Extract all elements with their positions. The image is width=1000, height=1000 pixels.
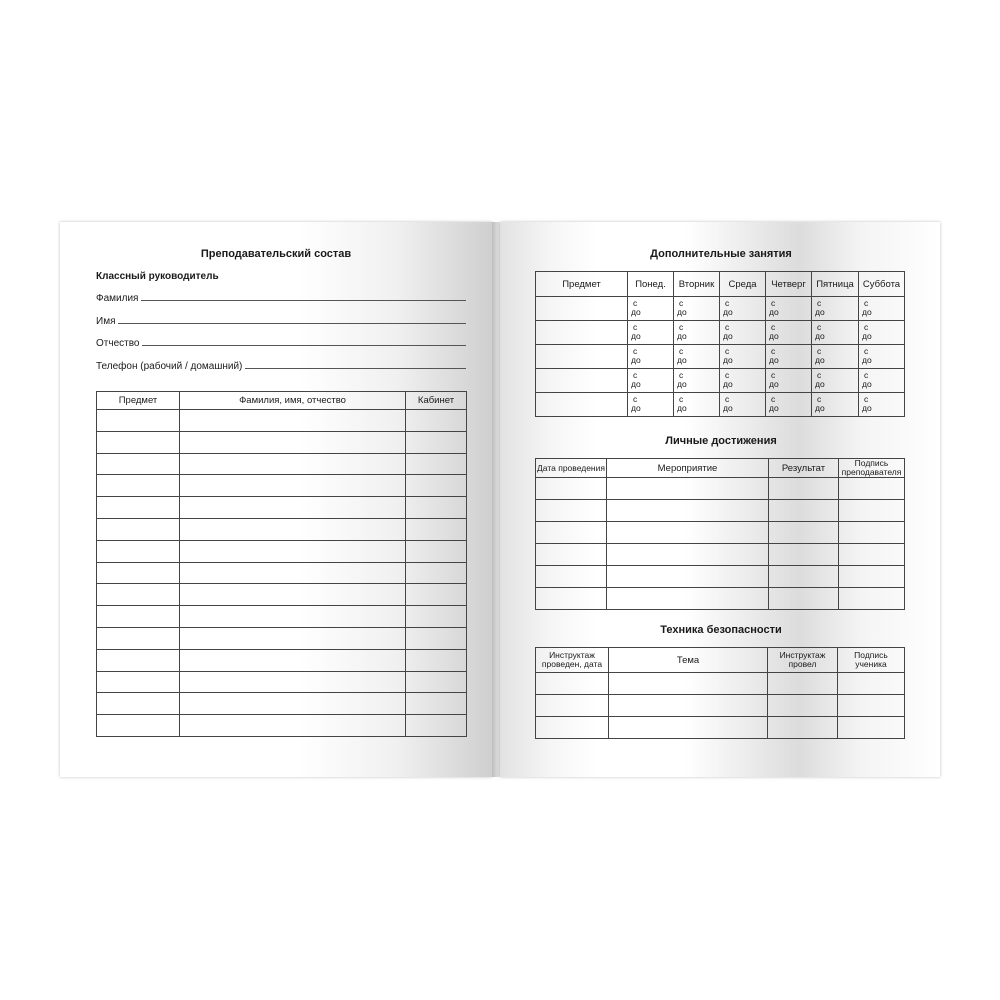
teachers-table bbox=[96, 391, 467, 737]
header-tuesday: Вторник bbox=[674, 272, 720, 297]
extra-classes-row bbox=[536, 345, 905, 369]
time-to-label: до bbox=[677, 331, 687, 341]
teachers-table-row bbox=[97, 584, 467, 606]
time-from-label: с bbox=[679, 394, 684, 404]
achievements-table-cell[interactable] bbox=[839, 588, 905, 610]
time-from-label: с bbox=[771, 322, 776, 332]
teachers-table-row bbox=[97, 431, 467, 453]
time-to-label: до bbox=[631, 355, 641, 365]
teachers-table-cell[interactable] bbox=[97, 671, 180, 693]
achievements-table-row bbox=[536, 588, 905, 610]
time-to-label: до bbox=[769, 331, 779, 341]
time-to-label: до bbox=[631, 307, 641, 317]
safety-table-row bbox=[536, 673, 905, 695]
extra-subject-cell[interactable] bbox=[536, 321, 628, 345]
achievements-table-cell[interactable] bbox=[536, 588, 607, 610]
time-slot-cell[interactable] bbox=[720, 321, 766, 345]
time-slot-cell[interactable] bbox=[766, 345, 812, 369]
teachers-table-cell[interactable] bbox=[180, 671, 406, 693]
time-from-label: с bbox=[725, 298, 730, 308]
teachers-table-cell[interactable] bbox=[406, 627, 467, 649]
time-from-label: с bbox=[633, 298, 638, 308]
achievements-table-cell[interactable] bbox=[769, 544, 839, 566]
time-slot-cell[interactable] bbox=[766, 297, 812, 321]
time-to-label: до bbox=[631, 379, 641, 389]
teachers-table-row bbox=[97, 627, 467, 649]
teachers-table-cell[interactable] bbox=[97, 540, 180, 562]
time-from-label: с bbox=[771, 370, 776, 380]
extra-classes-row bbox=[536, 297, 905, 321]
header-subject: Предмет bbox=[97, 392, 180, 410]
safety-table-cell[interactable] bbox=[768, 695, 838, 717]
teachers-table-cell[interactable] bbox=[97, 562, 180, 584]
time-from-label: с bbox=[864, 394, 869, 404]
time-slot-cell[interactable] bbox=[628, 345, 674, 369]
teachers-table-cell[interactable] bbox=[406, 475, 467, 497]
time-from-label: с bbox=[633, 346, 638, 356]
time-from-label: с bbox=[633, 394, 638, 404]
achievements-table-cell[interactable] bbox=[607, 544, 769, 566]
time-to-label: до bbox=[677, 379, 687, 389]
left-page bbox=[60, 222, 492, 777]
achievements-table-cell[interactable] bbox=[607, 566, 769, 588]
safety-table-cell[interactable] bbox=[609, 717, 768, 739]
teachers-table-row bbox=[97, 671, 467, 693]
time-from-label: с bbox=[679, 370, 684, 380]
time-from-label: с bbox=[679, 346, 684, 356]
achievements-table-cell[interactable] bbox=[607, 478, 769, 500]
time-to-label: до bbox=[862, 331, 872, 341]
time-slot-cell[interactable] bbox=[628, 393, 674, 417]
teachers-table-row bbox=[97, 475, 467, 497]
time-slot-cell[interactable] bbox=[628, 297, 674, 321]
header-event: Мероприятие bbox=[607, 459, 769, 478]
teachers-table-cell[interactable] bbox=[180, 540, 406, 562]
surname-field[interactable] bbox=[96, 290, 466, 304]
header-topic: Тема bbox=[609, 648, 768, 673]
achievements-table-row bbox=[536, 544, 905, 566]
extra-subject-cell[interactable] bbox=[536, 369, 628, 393]
time-to-label: до bbox=[769, 403, 779, 413]
teachers-table-row bbox=[97, 453, 467, 475]
time-from-label: с bbox=[864, 346, 869, 356]
achievements-table-cell[interactable] bbox=[607, 588, 769, 610]
teachers-table-row bbox=[97, 410, 467, 432]
achievements-table-cell[interactable] bbox=[536, 522, 607, 544]
time-from-label: с bbox=[817, 298, 822, 308]
time-from-label: с bbox=[633, 322, 638, 332]
header-monday: Понед. bbox=[628, 272, 674, 297]
time-slot-cell[interactable] bbox=[674, 321, 720, 345]
safety-table-cell[interactable] bbox=[536, 717, 609, 739]
teachers-table-row bbox=[97, 606, 467, 628]
time-to-label: до bbox=[631, 331, 641, 341]
teachers-table-cell[interactable] bbox=[406, 431, 467, 453]
teachers-table-cell[interactable] bbox=[180, 497, 406, 519]
header-full-name: Фамилия, имя, отчество bbox=[180, 392, 406, 410]
time-to-label: до bbox=[815, 331, 825, 341]
achievements-table-cell[interactable] bbox=[769, 566, 839, 588]
extra-subject-cell[interactable] bbox=[536, 345, 628, 369]
time-to-label: до bbox=[631, 403, 641, 413]
header-subject: Предмет bbox=[536, 272, 628, 297]
teachers-table-cell[interactable] bbox=[180, 410, 406, 432]
achievements-table-cell[interactable] bbox=[839, 522, 905, 544]
surname-label: Фамилия bbox=[96, 293, 139, 304]
teachers-table-cell[interactable] bbox=[180, 518, 406, 540]
phone-field[interactable] bbox=[96, 358, 466, 372]
safety-table-cell[interactable] bbox=[768, 717, 838, 739]
teachers-table-cell[interactable] bbox=[406, 410, 467, 432]
time-slot-cell[interactable] bbox=[628, 321, 674, 345]
time-slot-cell[interactable] bbox=[812, 393, 859, 417]
phone-line bbox=[245, 368, 466, 369]
patronymic-line bbox=[142, 345, 466, 346]
extra-classes-title: Дополнительные занятия bbox=[650, 248, 792, 260]
achievements-table-cell[interactable] bbox=[607, 522, 769, 544]
time-to-label: до bbox=[723, 379, 733, 389]
time-to-label: до bbox=[769, 379, 779, 389]
time-slot-cell[interactable] bbox=[720, 369, 766, 393]
header-teacher-signature: Подпись преподавателя bbox=[839, 459, 905, 478]
extra-classes-row bbox=[536, 393, 905, 417]
teachers-table-cell[interactable] bbox=[180, 584, 406, 606]
safety-table-cell[interactable] bbox=[609, 673, 768, 695]
time-from-label: с bbox=[864, 298, 869, 308]
teachers-table-cell[interactable] bbox=[180, 715, 406, 737]
time-to-label: до bbox=[677, 355, 687, 365]
extra-subject-cell[interactable] bbox=[536, 297, 628, 321]
teachers-table-row bbox=[97, 649, 467, 671]
time-from-label: с bbox=[725, 370, 730, 380]
time-slot-cell[interactable] bbox=[674, 393, 720, 417]
time-from-label: с bbox=[679, 298, 684, 308]
time-from-label: с bbox=[725, 394, 730, 404]
teachers-table-cell[interactable] bbox=[180, 453, 406, 475]
time-slot-cell[interactable] bbox=[812, 369, 859, 393]
time-slot-cell[interactable] bbox=[674, 369, 720, 393]
header-room: Кабинет bbox=[406, 392, 467, 410]
time-from-label: с bbox=[771, 298, 776, 308]
achievements-table-cell[interactable] bbox=[839, 500, 905, 522]
safety-table-cell[interactable] bbox=[536, 695, 609, 717]
teachers-table-cell[interactable] bbox=[97, 584, 180, 606]
time-slot-cell[interactable] bbox=[859, 345, 905, 369]
achievements-table-cell[interactable] bbox=[769, 500, 839, 522]
header-student-signature: Подпись ученика bbox=[838, 648, 905, 673]
safety-title: Техника безопасности bbox=[660, 624, 782, 636]
patronymic-label: Отчество bbox=[96, 338, 140, 349]
time-slot-cell[interactable] bbox=[859, 393, 905, 417]
achievements-table bbox=[535, 458, 905, 610]
time-slot-cell[interactable] bbox=[859, 369, 905, 393]
achievements-table-cell[interactable] bbox=[769, 588, 839, 610]
time-from-label: с bbox=[817, 322, 822, 332]
time-to-label: до bbox=[769, 307, 779, 317]
header-event-date: Дата проведения bbox=[536, 459, 607, 478]
header-saturday: Суббота bbox=[859, 272, 905, 297]
achievements-table-cell[interactable] bbox=[769, 522, 839, 544]
time-to-label: до bbox=[862, 403, 872, 413]
time-to-label: до bbox=[723, 307, 733, 317]
time-to-label: до bbox=[815, 355, 825, 365]
right-page bbox=[500, 222, 940, 777]
teachers-table-row bbox=[97, 497, 467, 519]
time-from-label: с bbox=[725, 322, 730, 332]
class-teacher-heading: Классный руководитель bbox=[96, 271, 219, 282]
safety-table bbox=[535, 647, 905, 739]
teachers-table-row bbox=[97, 562, 467, 584]
safety-table-cell[interactable] bbox=[536, 673, 609, 695]
teachers-table-cell[interactable] bbox=[406, 562, 467, 584]
safety-table-row bbox=[536, 695, 905, 717]
surname-line bbox=[141, 300, 466, 301]
time-from-label: с bbox=[817, 394, 822, 404]
teachers-table-cell[interactable] bbox=[406, 518, 467, 540]
header-friday: Пятница bbox=[812, 272, 859, 297]
time-from-label: с bbox=[817, 346, 822, 356]
book-spine bbox=[492, 222, 500, 777]
time-from-label: с bbox=[679, 322, 684, 332]
achievements-table-cell[interactable] bbox=[769, 478, 839, 500]
teachers-table-cell[interactable] bbox=[180, 606, 406, 628]
achievements-table-row bbox=[536, 500, 905, 522]
time-slot-cell[interactable] bbox=[674, 345, 720, 369]
teachers-table-cell[interactable] bbox=[97, 475, 180, 497]
header-briefing-by: Инструктаж провел bbox=[768, 648, 838, 673]
time-to-label: до bbox=[723, 355, 733, 365]
achievements-table-row bbox=[536, 478, 905, 500]
teachers-table-row bbox=[97, 693, 467, 715]
header-briefing-date: Инструктаж проведен, дата bbox=[536, 648, 609, 673]
teachers-table-cell[interactable] bbox=[406, 671, 467, 693]
teachers-table-row bbox=[97, 518, 467, 540]
patronymic-field[interactable] bbox=[96, 335, 466, 349]
time-slot-cell[interactable] bbox=[720, 345, 766, 369]
time-to-label: до bbox=[723, 331, 733, 341]
time-from-label: с bbox=[771, 394, 776, 404]
safety-table-cell[interactable] bbox=[768, 673, 838, 695]
teachers-table-cell[interactable] bbox=[406, 453, 467, 475]
time-to-label: до bbox=[769, 355, 779, 365]
phone-label: Телефон (рабочий / домашний) bbox=[96, 361, 243, 372]
teachers-table-cell[interactable] bbox=[406, 649, 467, 671]
teachers-table-cell[interactable] bbox=[180, 562, 406, 584]
time-to-label: до bbox=[862, 379, 872, 389]
header-thursday: Четверг bbox=[766, 272, 812, 297]
achievements-table-cell[interactable] bbox=[536, 500, 607, 522]
time-from-label: с bbox=[864, 370, 869, 380]
achievements-title: Личные достижения bbox=[665, 435, 777, 447]
time-slot-cell[interactable] bbox=[674, 297, 720, 321]
achievements-table-row bbox=[536, 522, 905, 544]
extra-subject-cell[interactable] bbox=[536, 393, 628, 417]
name-field[interactable] bbox=[96, 313, 466, 327]
time-slot-cell[interactable] bbox=[812, 345, 859, 369]
safety-table-cell[interactable] bbox=[609, 695, 768, 717]
time-slot-cell[interactable] bbox=[766, 393, 812, 417]
teachers-table-row bbox=[97, 715, 467, 737]
teachers-table-cell[interactable] bbox=[180, 431, 406, 453]
teachers-table-cell[interactable] bbox=[97, 715, 180, 737]
teachers-table-cell[interactable] bbox=[406, 693, 467, 715]
time-to-label: до bbox=[677, 403, 687, 413]
header-wednesday: Среда bbox=[720, 272, 766, 297]
achievements-table-cell[interactable] bbox=[536, 566, 607, 588]
name-label: Имя bbox=[96, 316, 116, 327]
teaching-staff-title: Преподавательский состав bbox=[200, 248, 352, 260]
safety-table-row bbox=[536, 717, 905, 739]
teachers-table-cell[interactable] bbox=[180, 649, 406, 671]
teachers-table-cell[interactable] bbox=[406, 540, 467, 562]
safety-table-cell[interactable] bbox=[838, 695, 905, 717]
time-slot-cell[interactable] bbox=[766, 369, 812, 393]
teachers-table-cell[interactable] bbox=[180, 627, 406, 649]
time-slot-cell[interactable] bbox=[720, 297, 766, 321]
achievements-table-cell[interactable] bbox=[839, 478, 905, 500]
time-slot-cell[interactable] bbox=[628, 369, 674, 393]
time-from-label: с bbox=[817, 370, 822, 380]
teachers-table-cell[interactable] bbox=[97, 693, 180, 715]
achievements-table-cell[interactable] bbox=[536, 544, 607, 566]
teachers-table-cell[interactable] bbox=[97, 606, 180, 628]
teachers-table-cell[interactable] bbox=[97, 453, 180, 475]
achievements-table-row bbox=[536, 566, 905, 588]
time-from-label: с bbox=[725, 346, 730, 356]
extra-classes-table bbox=[535, 271, 905, 417]
time-to-label: до bbox=[677, 307, 687, 317]
time-from-label: с bbox=[771, 346, 776, 356]
teachers-table-cell[interactable] bbox=[97, 497, 180, 519]
time-to-label: до bbox=[862, 355, 872, 365]
teachers-table-cell[interactable] bbox=[97, 518, 180, 540]
teachers-table-cell[interactable] bbox=[97, 649, 180, 671]
teachers-table-cell[interactable] bbox=[406, 584, 467, 606]
safety-table-cell[interactable] bbox=[838, 717, 905, 739]
time-from-label: с bbox=[864, 322, 869, 332]
time-to-label: до bbox=[723, 403, 733, 413]
time-slot-cell[interactable] bbox=[720, 393, 766, 417]
teachers-table-cell[interactable] bbox=[180, 475, 406, 497]
time-to-label: до bbox=[815, 307, 825, 317]
name-line bbox=[118, 323, 466, 324]
time-to-label: до bbox=[815, 403, 825, 413]
teachers-table-cell[interactable] bbox=[406, 497, 467, 519]
teachers-table-cell[interactable] bbox=[180, 693, 406, 715]
teachers-table-cell[interactable] bbox=[97, 410, 180, 432]
teachers-table-cell[interactable] bbox=[97, 431, 180, 453]
teachers-table-cell[interactable] bbox=[97, 627, 180, 649]
time-to-label: до bbox=[862, 307, 872, 317]
achievements-table-cell[interactable] bbox=[839, 544, 905, 566]
safety-table-cell[interactable] bbox=[838, 673, 905, 695]
achievements-table-cell[interactable] bbox=[536, 478, 607, 500]
time-from-label: с bbox=[633, 370, 638, 380]
time-to-label: до bbox=[815, 379, 825, 389]
teachers-table-row bbox=[97, 540, 467, 562]
extra-classes-row bbox=[536, 369, 905, 393]
teachers-table-cell[interactable] bbox=[406, 715, 467, 737]
extra-classes-row bbox=[536, 321, 905, 345]
time-slot-cell[interactable] bbox=[812, 321, 859, 345]
header-result: Результат bbox=[769, 459, 839, 478]
time-slot-cell[interactable] bbox=[859, 297, 905, 321]
time-slot-cell[interactable] bbox=[859, 321, 905, 345]
achievements-table-cell[interactable] bbox=[839, 566, 905, 588]
achievements-table-cell[interactable] bbox=[607, 500, 769, 522]
teachers-table-cell[interactable] bbox=[406, 606, 467, 628]
time-slot-cell[interactable] bbox=[812, 297, 859, 321]
time-slot-cell[interactable] bbox=[766, 321, 812, 345]
